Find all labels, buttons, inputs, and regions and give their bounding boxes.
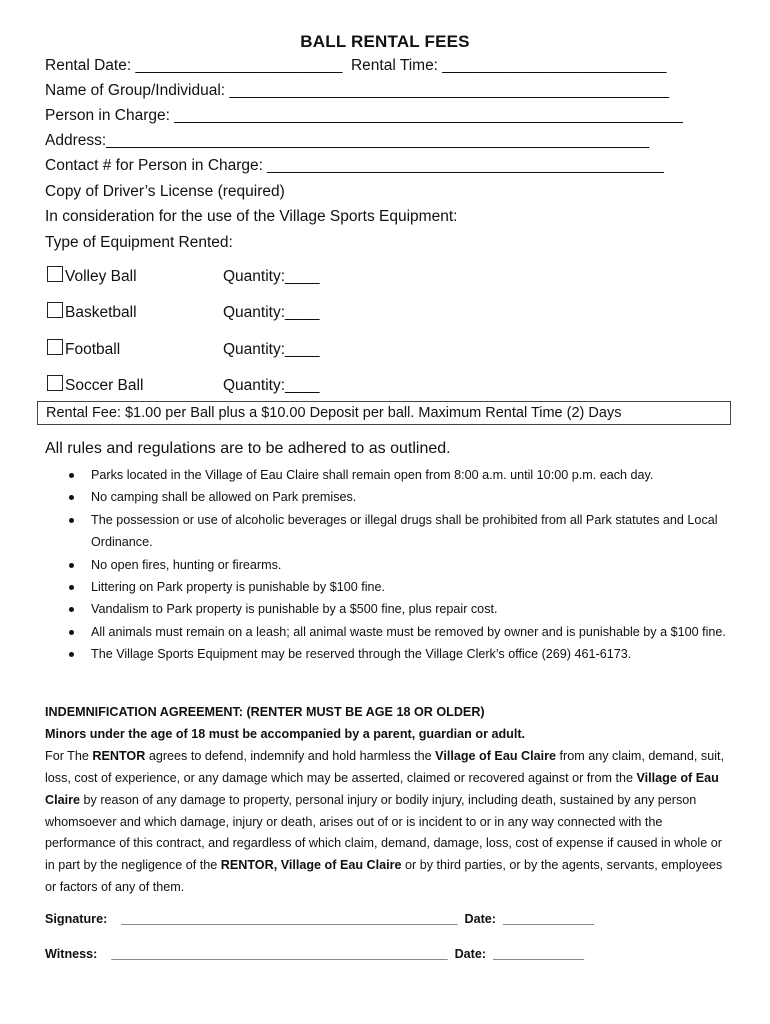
renter-term: RENTOR: [92, 748, 146, 763]
text-segment: For The: [45, 748, 93, 763]
quantity-field[interactable]: Quantity:____: [223, 268, 320, 285]
renter-village-term: RENTOR, Village of Eau Claire: [220, 858, 402, 873]
contact-field[interactable]: Contact # for Person in Charge: ______________________________________________: [45, 157, 664, 174]
equipment-row-volleyball: [47, 266, 320, 286]
village-term: Village of Eau Claire: [435, 748, 557, 763]
equipment-name: Basketball: [65, 304, 137, 321]
equipment-name: Football: [65, 341, 121, 358]
rules-list: [68, 464, 728, 666]
minors-note: Minors under the age of 18 must be accompanied by a parent, guardian or adult.: [45, 726, 526, 741]
list-item: No camping shall be allowed on Park premises.: [68, 486, 728, 508]
rental-time-field[interactable]: Rental Time: __________________________: [350, 57, 667, 74]
rules-heading: All rules and regulations are to be adhered to as outlined.: [45, 440, 451, 457]
equipment-row-football: [47, 339, 320, 359]
equipment-row-soccer: [47, 375, 320, 395]
village-term: Village of Eau Claire: [45, 770, 719, 807]
name-field[interactable]: Name of Group/Individual: ___________________________________________________: [45, 82, 670, 99]
signature-date-field[interactable]: _____________: [502, 912, 595, 926]
signature-line: [45, 912, 594, 926]
volleyball-checkbox[interactable]: [47, 266, 63, 282]
person-in-charge-field[interactable]: Person in Charge: ___________________________________________________________: [45, 107, 683, 124]
signature-label: Signature:: [45, 912, 108, 926]
quantity-field[interactable]: Quantity:____: [223, 304, 320, 321]
quantity-field[interactable]: Quantity:____: [223, 341, 320, 358]
rental-date-field[interactable]: Rental Date: ________________________: [45, 57, 343, 74]
quantity-field[interactable]: Quantity:____: [223, 377, 320, 394]
equipment-name: Soccer Ball: [65, 377, 144, 394]
date-label: Date:: [454, 947, 487, 961]
list-item: The Village Sports Equipment may be reserved through the Village Clerk’s office (269) 461-6173.: [68, 643, 728, 665]
indemnification-heading: INDEMNIFICATION AGREEMENT: (RENTER MUST BE AGE 18 OR OLDER): [45, 705, 485, 719]
indemnification-section: [45, 702, 735, 899]
witness-label: Witness:: [45, 947, 98, 961]
football-checkbox[interactable]: [47, 339, 63, 355]
consideration-text: In consideration for the use of the Village Sports Equipment:: [45, 208, 458, 225]
list-item: All animals must remain on a leash; all animal waste must be removed by owner and is punishable by a $100 fine.: [68, 621, 728, 643]
equipment-type-label: Type of Equipment Rented:: [45, 234, 233, 251]
list-item: Parks located in the Village of Eau Claire shall remain open from 8:00 a.m. until 10:00 p.m. each day.: [68, 464, 728, 486]
license-note: Copy of Driver’s License (required): [45, 183, 285, 200]
text-segment: agrees to defend, indemnify and hold harmless the: [145, 748, 436, 763]
page-title: BALL RENTAL FEES: [300, 32, 470, 51]
witness-date-field[interactable]: _____________: [493, 947, 585, 961]
equipment-name: Volley Ball: [65, 268, 137, 285]
rental-date-line: [45, 57, 666, 75]
list-item: Vandalism to Park property is punishable by a $500 fine, plus repair cost.: [68, 598, 728, 620]
list-item: Littering on Park property is punishable by $100 fine.: [68, 576, 728, 598]
text-segment: or by third parties, or by the agents, servants, employees or factors of any of them.: [45, 858, 723, 895]
witness-field[interactable]: ________________________________________________: [111, 947, 448, 961]
equipment-row-basketball: [47, 302, 320, 322]
basketball-checkbox[interactable]: [47, 302, 63, 318]
soccer-checkbox[interactable]: [47, 375, 63, 391]
rental-fee-box: Rental Fee: $1.00 per Ball plus a $10.00 Deposit per ball. Maximum Rental Time (2) Days: [37, 401, 731, 425]
address-field[interactable]: Address:_______________________________________________________________: [45, 132, 650, 149]
signature-field[interactable]: ________________________________________________: [121, 912, 458, 926]
date-label: Date:: [464, 912, 496, 926]
list-item: No open fires, hunting or firearms.: [68, 554, 728, 576]
text-segment: by reason of any damage to property, personal injury or bodily injury, including death, sustained by any person whomsoever and which damage, injury or death, arises out of or is incident to or in any way connected with the performance of this contract, and regardless of which claim, demand, damage, loss, cost of expense if caused in whole or in part by the negligence of the: [45, 792, 722, 873]
text-segment: from any claim, demand, suit, loss, cost of experience, or any damage which may be asserted, claimed or recovered against or from the: [45, 748, 725, 785]
indemnification-text: [45, 746, 735, 899]
witness-line: [45, 947, 584, 961]
list-item: The possession or use of alcoholic beverages or illegal drugs shall be prohibited from all Park statutes and Local Ordinance.: [68, 509, 728, 554]
